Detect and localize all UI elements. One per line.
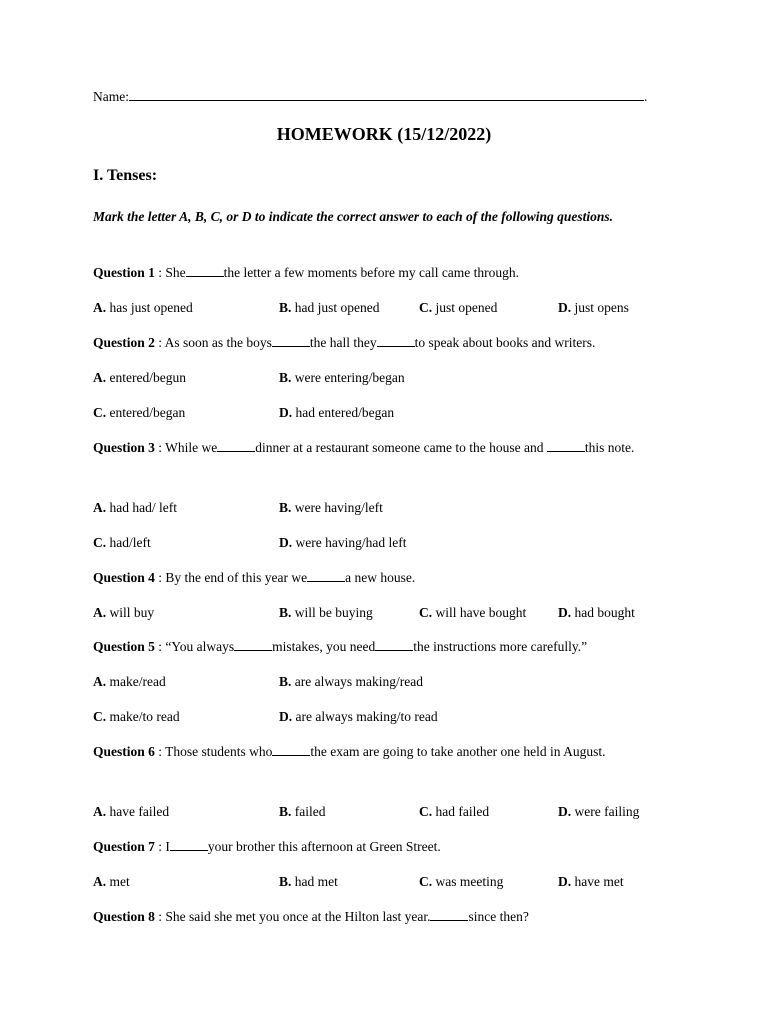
option-d[interactable]: D. were having/had left (279, 535, 407, 550)
option-c[interactable]: C. had/left (93, 535, 151, 550)
option-c[interactable]: C. will have bought (419, 605, 527, 620)
answer-blank (272, 745, 310, 756)
option-b[interactable]: B. failed (279, 804, 326, 819)
question-text: a new house. (345, 570, 416, 585)
option-a[interactable]: A. met (93, 874, 130, 889)
question-label: Question 8 (93, 909, 155, 924)
option-c[interactable]: C. entered/began (93, 405, 186, 420)
name-blank-line[interactable] (129, 88, 644, 101)
option-a[interactable]: A. will buy (93, 605, 155, 620)
question-3: Question 3 : While we dinner at a restaurant someone came to the house and this note. (93, 440, 635, 455)
question-text: She said she met you once at the Hilton last year. (165, 909, 431, 924)
question-text: mistakes, you need (272, 639, 376, 654)
question-text: I (165, 839, 170, 854)
page-title: HOMEWORK (15/12/2022) (276, 124, 492, 144)
question-text: By the end of this year we (165, 570, 308, 585)
answer-blank (307, 571, 345, 582)
option-d[interactable]: D. have met (558, 874, 624, 889)
answer-blank (430, 910, 468, 921)
option-d[interactable]: D. just opens (558, 300, 629, 315)
question-text: dinner at a restaurant someone came to the house and (255, 440, 547, 455)
question-label: Question 2 (93, 335, 155, 350)
option-b[interactable]: B. had just opened (279, 300, 380, 315)
question-label: Question 4 (93, 570, 155, 585)
question-text: the letter a few moments before my call came through. (223, 265, 520, 280)
answer-blank (217, 441, 255, 452)
question-text: While we (165, 440, 218, 455)
answer-blank (170, 840, 208, 851)
question-text: As soon as the boys (164, 335, 272, 350)
question-text: She (165, 265, 186, 280)
name-end-dot: . (644, 89, 648, 104)
name-row (93, 88, 647, 105)
question-2: Question 2 : As soon as the boys the hall they to speak about books and writers. (93, 335, 596, 350)
question-label: Question 6 (93, 744, 155, 759)
question-label: Question 7 (93, 839, 155, 854)
option-a[interactable]: A. had had/ left (93, 500, 177, 515)
option-a[interactable]: A. entered/begun (93, 370, 186, 385)
section-heading: I. Tenses: (93, 167, 158, 184)
instruction-text: Mark the letter A, B, C, or D to indicate the correct answer to each of the following questions. (93, 209, 614, 224)
question-label: Question 5 (93, 639, 155, 654)
question-6: Question 6 : Those students who the exam are going to take another one held in August. (93, 744, 606, 759)
question-8: Question 8 : She said she met you once at the Hilton last year. since then? (93, 909, 529, 924)
option-c[interactable]: C. was meeting (419, 874, 504, 889)
answer-blank (375, 640, 413, 651)
question-text: the instructions more carefully.” (413, 639, 588, 654)
question-1: Question 1 : She the letter a few moments before my call came through. (93, 265, 520, 280)
option-b[interactable]: B. had met (279, 874, 338, 889)
question-text: the hall they (309, 335, 377, 350)
option-b[interactable]: B. were entering/began (279, 370, 405, 385)
option-b[interactable]: B. are always making/read (279, 674, 423, 689)
question-text: this note. (584, 440, 635, 455)
answer-blank (234, 640, 272, 651)
option-c[interactable]: C. had failed (419, 804, 490, 819)
question-4: Question 4 : By the end of this year we a new house. (93, 570, 416, 585)
answer-blank (547, 441, 585, 452)
question-text: the exam are going to take another one held in August. (310, 744, 606, 759)
option-a[interactable]: A. have failed (93, 804, 170, 819)
answer-blank (377, 336, 415, 347)
option-d[interactable]: D. had bought (558, 605, 635, 620)
question-label: Question 3 (93, 440, 155, 455)
name-colon: : (125, 89, 129, 104)
name-label: Name (93, 89, 126, 104)
answer-blank (272, 336, 310, 347)
option-d[interactable]: D. are always making/to read (279, 709, 438, 724)
option-a[interactable]: A. has just opened (93, 300, 193, 315)
option-d[interactable]: D. were failing (558, 804, 640, 819)
question-text: since then? (468, 909, 529, 924)
question-label: Question 1 (93, 265, 155, 280)
option-b[interactable]: B. will be buying (279, 605, 373, 620)
answer-blank (186, 266, 224, 277)
question-text: your brother this afternoon at Green Street. (207, 839, 441, 854)
option-c[interactable]: C. just opened (419, 300, 498, 315)
question-text: Those students who (165, 744, 273, 759)
question-text: “You always (165, 639, 235, 654)
option-d[interactable]: D. had entered/began (279, 405, 395, 420)
option-b[interactable]: B. were having/left (279, 500, 383, 515)
question-7: Question 7 : I your brother this afternoon at Green Street. (93, 839, 441, 854)
option-c[interactable]: C. make/to read (93, 709, 180, 724)
question-5: Question 5 : “You always mistakes, you need the instructions more carefully.” (93, 639, 588, 654)
question-text: to speak about books and writers. (414, 335, 596, 350)
option-a[interactable]: A. make/read (93, 674, 166, 689)
